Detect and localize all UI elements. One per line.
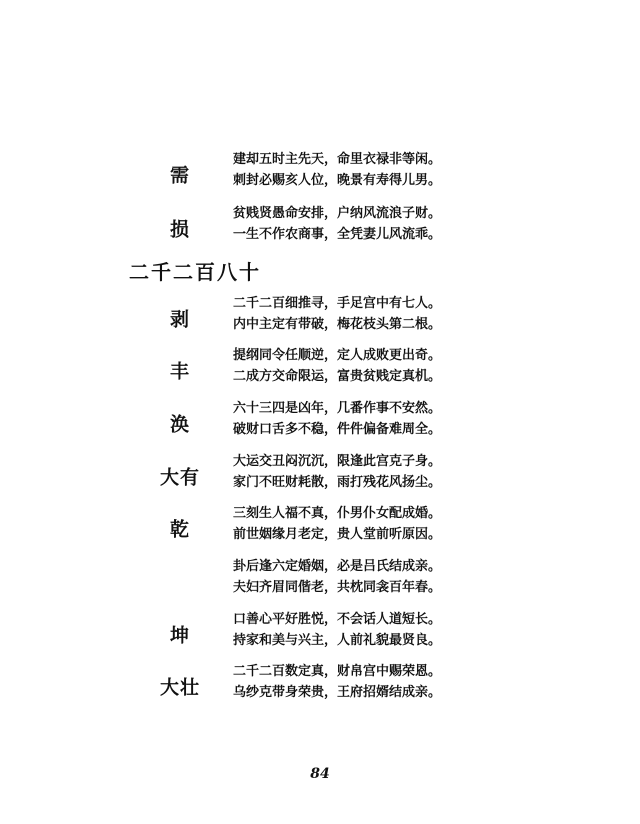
hexagram-name: 坤 — [169, 624, 190, 647]
verse-lines — [233, 451, 633, 493]
verse-line: 前世姻缘月老定，贵人堂前听原因。 — [233, 527, 442, 542]
verse-line: 夫妇齐眉同偕老，共枕同衾百年春。 — [233, 580, 442, 595]
verse-line: 二成方交命限运，富贵贫贱定真机。 — [233, 369, 442, 384]
verse-line: 内中主定有带破，梅花枝头第二根。 — [233, 317, 442, 332]
hexagram-name: 大壮 — [159, 676, 200, 699]
verse-entry-feng — [0, 345, 640, 395]
verse-entry-dayou — [0, 451, 640, 501]
verse-lines — [233, 293, 633, 335]
verse-entry-bo — [0, 293, 640, 343]
verse-entry-xu — [0, 149, 640, 199]
verse-line: 乌纱克带身荣贵，王府招婿结成亲。 — [233, 685, 442, 700]
verse-lines — [233, 661, 633, 703]
verse-line: 三刻生人福不真，仆男仆女配成婚。 — [233, 506, 442, 521]
verse-line: 大运交丑闷沉沉，限逢此宫克子身。 — [233, 454, 442, 469]
verse-line: 家门不旺财耗散，雨打残花风扬尘。 — [233, 475, 442, 490]
verse-line: 卦后逢六定婚姻，必是吕氏结成亲。 — [233, 559, 442, 574]
hexagram-name: 需 — [169, 164, 190, 187]
verse-line: 口善心平好胜悦，不会话人道短长。 — [233, 612, 442, 627]
verse-line: 一生不作农商事，全凭妻儿风流乖。 — [233, 227, 442, 242]
verse-entry-qian — [0, 503, 640, 553]
verse-line: 提纲同令任顺逆，定人成败更出奇。 — [233, 348, 442, 363]
verse-entry-huan — [0, 398, 640, 448]
hexagram-name: 涣 — [169, 413, 190, 436]
hexagram-name: 大有 — [159, 466, 200, 489]
verse-entry-dazhuang — [0, 661, 640, 711]
page-number: 84 — [310, 766, 330, 782]
verse-line: 破财口舌多不稳，件件偏备难周全。 — [233, 422, 442, 437]
verse-line: 持家和美与兴主，人前礼貌最贤良。 — [233, 633, 442, 648]
verse-lines — [233, 203, 633, 245]
verse-entry-unlabeled — [0, 556, 640, 606]
verse-entry-sun — [0, 203, 640, 253]
verse-line: 建却五时主先天，命里衣禄非等闲。 — [233, 152, 442, 167]
verse-lines — [233, 503, 633, 545]
verse-lines — [233, 609, 633, 651]
verse-lines — [233, 149, 633, 191]
verse-line: 六十三四是凶年，几番作事不安然。 — [233, 401, 442, 416]
verse-line: 贫贱贤愚命安排，户纳风流浪子财。 — [233, 206, 442, 221]
verse-lines — [233, 345, 633, 387]
verse-lines — [233, 556, 633, 598]
verse-lines — [233, 398, 633, 440]
hexagram-name: 丰 — [169, 360, 190, 383]
verse-line: 刺封必赐亥人位，晚景有寿得儿男。 — [233, 173, 442, 188]
verse-entry-kun — [0, 609, 640, 659]
verse-line: 二千二百细推寻，手足宫中有七人。 — [233, 296, 442, 311]
verse-line: 二千二百数定真，财帛宫中赐荣恩。 — [233, 664, 442, 679]
section-heading: 二千二百八十 — [129, 260, 261, 284]
hexagram-name: 损 — [169, 218, 190, 241]
hexagram-name: 乾 — [169, 518, 190, 541]
hexagram-name: 剥 — [169, 308, 190, 331]
